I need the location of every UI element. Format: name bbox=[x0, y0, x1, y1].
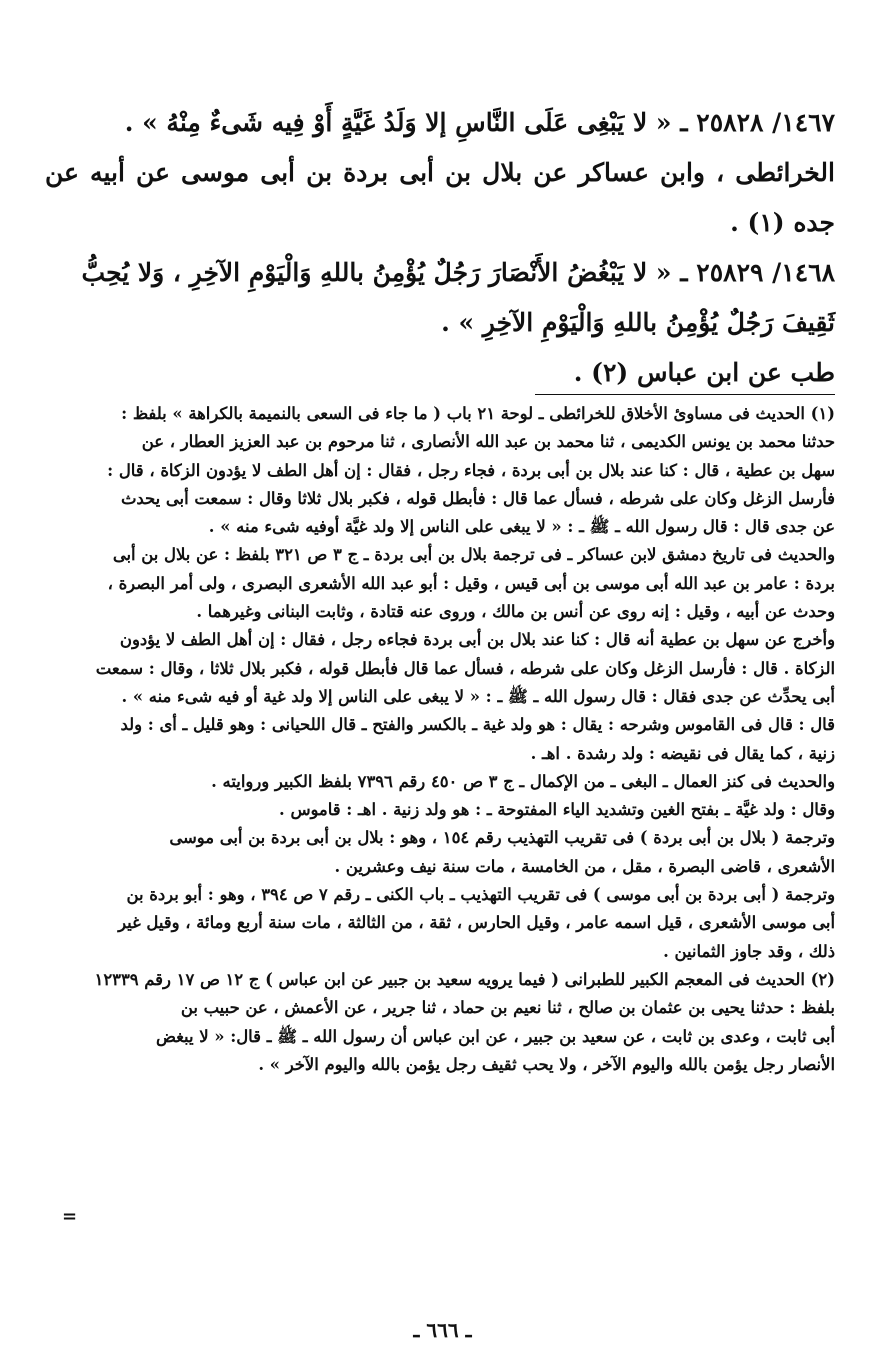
footnote-line: الأنصار رجل يؤمن بالله واليوم الآخر ، ولا يحب ثقيف رجل يؤمن بالله واليوم الآخر » . bbox=[258, 1054, 835, 1074]
hadith-1468-cont: ثَقِيفَ رَجُلٌ يُؤْمِنُ باللهِ وَالْيَوْمِ الآخِرِ » . bbox=[441, 308, 835, 337]
footnote-line: (١) الحديث فى مساوئ الأخلاق للخرائطى ـ لوحة ٢١ باب ( ما جاء فى السعى بالنميمة بالكراهة » بلفظ : bbox=[121, 404, 835, 423]
footnote-line: وأخرج عن سهل بن عطية أنه قال : كنا عند بلال بن أبى بردة فجاءه رجل ، فقال : إن أهل الطف لا يؤدون bbox=[119, 630, 835, 650]
footnote-line: وقال : ولد غيَّة ـ بفتح الغين وتشديد الياء المفتوحة ـ : هو ولد زنية . اهـ : قاموس . bbox=[279, 800, 835, 820]
footnote-line: بردة : عامر بن عبد الله أبى موسى بن أبى قيس ، وقيل : أبو عبد الله الأشعرى البصرى ، ولى أمر البصرة ، bbox=[107, 573, 835, 593]
footnote-line: أبى يحدِّث عن جدى فقال : قال رسول الله ـ ﷺ ـ : « لا يبغى على الناس إلا ولد غية أو فيه شىء منه » . bbox=[121, 686, 835, 706]
page-number: ـ ٦٦٦ ـ bbox=[413, 1318, 472, 1342]
continuation-mark: = bbox=[62, 1206, 78, 1227]
footnote-line: والحديث فى تاريخ دمشق لابن عساكر ـ فى ترجمة بلال بن أبى بردة ـ ج ٣ ص ٣٢١ بلفظ : عن بلال بن أبى bbox=[112, 545, 835, 565]
footnote-line: أبى موسى الأشعرى ، قيل اسمه عامر ، وقيل الحارس ، ثقة ، من الثالثة ، مات سنة أربع ومائة ، وقيل غير bbox=[118, 913, 835, 933]
footnote-line: (٢) الحديث فى المعجم الكبير للطبرانى ( فيما يرويه سعيد بن جبير عن ابن عباس ) ج ١٢ ص ١٧ رقم ١٢٣٣٩ bbox=[94, 969, 835, 989]
hadith-1467-source: الخرائطى ، وابن عساكر عن بلال بن أبى بردة بن أبى موسى عن أبيه عن جده (١) . bbox=[45, 158, 835, 237]
footnote-line: والحديث فى كنز العمال ـ البغى ـ من الإكمال ـ ج ٣ ص ٤٥٠ رقم ٧٣٩٦ بلفظ الكبير وروايته . bbox=[211, 771, 835, 791]
footnote-line: ذلك ، وقد جاوز الثمانين . bbox=[663, 941, 835, 961]
footnote-line: بلفظ : حدثنا يحيى بن عثمان بن صالح ، ثنا نعيم بن حماد ، ثنا جرير ، عن الأعمش ، عن حبيب بن bbox=[180, 998, 835, 1018]
footnote-line: زنية ، كما يقال فى نقيضه : ولد رشدة . اهـ . bbox=[530, 743, 835, 763]
hadith-1467: ١٤٦٧/ ٢٥٨٢٨ ـ « لا يَبْغِى عَلَى النَّاسِ إلا وَلَدُ غَيَّةٍ أَوْ فِيه شَىءٌ مِنْهُ » . bbox=[124, 108, 835, 137]
footnote-line: الزكاة . قال : فأرسل الزغل وكان على شرطه ، فسأل عما قال فأبطل قوله ، فكبر بلال ثلاثا ، وقال : سمعت bbox=[95, 658, 835, 678]
main-text-block bbox=[45, 98, 835, 398]
hadith-1468: ١٤٦٨/ ٢٥٨٢٩ ـ « لا يَبْغُضُ الأَنْصَارَ رَجُلٌ يُؤْمِنُ باللهِ وَالْيَوْمِ الآخِرِ ، وَلا يُحِبُّ bbox=[81, 258, 835, 287]
footnote-line: أبى ثابت ، وعدى بن ثابت ، عن سعيد بن جبير ، عن ابن عباس أن رسول الله ـ ﷺ ـ قال: « لا يبغض bbox=[156, 1026, 835, 1046]
footnote-line: وترجمة ( أبى بردة بن أبى موسى ) فى تقريب التهذيب ـ باب الكنى ـ رقم ٧ ص ٣٩٤ ، وهو : أبو بردة بن bbox=[126, 885, 835, 905]
footnote-line: الأشعرى ، قاضى البصرة ، مقل ، من الخامسة ، مات سنة نيف وعشرين . bbox=[334, 856, 835, 876]
footnote-line: سهل بن عطية ، قال : كنا عند بلال بن أبى بردة ، فجاء رجل ، فقال : إن أهل الطف لا يؤدون الزكاة ، قال : bbox=[107, 460, 835, 480]
footnote-line: وحدث عن أبيه ، وقيل : إنه روى عن أنس بن مالك ، وروى عنه قتادة ، وثابت البنانى وغيرهما . bbox=[196, 602, 835, 622]
footnotes-block bbox=[45, 400, 835, 1079]
footnote-line: وترجمة ( بلال بن أبى بردة ) فى تقريب التهذيب رقم ١٥٤ ، وهو : بلال بن أبى بردة بن أبى موسى bbox=[169, 828, 835, 848]
footnote-line: حدثنا محمد بن يونس الكديمى ، ثنا محمد بن عبد الله الأنصارى ، ثنا مرحوم بن عبد العزيز العطار ، عن bbox=[141, 432, 835, 452]
footnote-separator bbox=[535, 394, 835, 395]
hadith-1468-source: طب عن ابن عباس (٢) . bbox=[573, 358, 835, 387]
footnote-line: عن جدى قال : قال رسول الله ـ ﷺ ـ : « لا يبغى على الناس إلا ولد غيَّة أوفيه شىء منه » . bbox=[208, 517, 835, 537]
footnote-line: قال : قال فى القاموس وشرحه : يقال : هو ولد غية ـ بالكسر والفتح ـ قال اللحيانى : وهو قليل ـ أى : ولد bbox=[120, 715, 835, 735]
footnote-line: فأرسل الزغل وكان على شرطه ، فسأل عما قال : فأبطل قوله ، فكبر بلال ثلاثا وقال : سمعت أبى يحدث bbox=[120, 488, 835, 508]
